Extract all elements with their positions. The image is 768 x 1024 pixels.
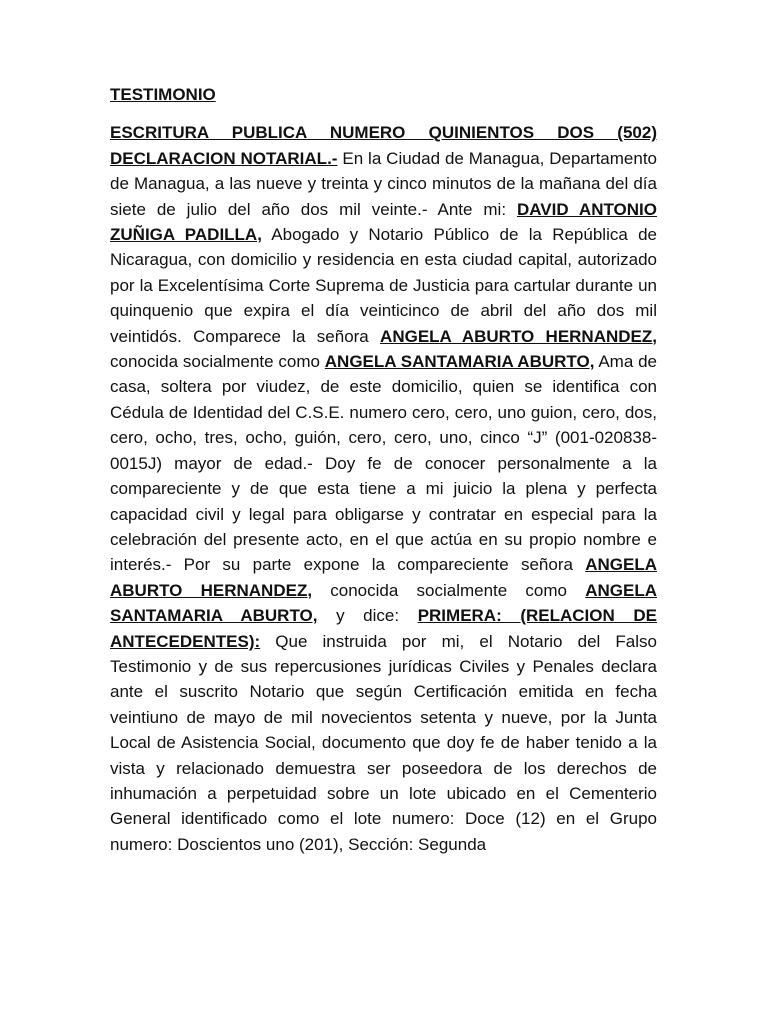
known-as-text: conocida socialmente como <box>110 352 325 372</box>
social-name: ANGELA SANTAMARIA ABURTO, <box>324 352 595 372</box>
clause-first-label: PRIMERA: (RELACION DE ANTECEDENTES): <box>110 606 657 651</box>
notary-text: Abogado y Notario Público de la República de Nicaragua, con domicilio y residencia en esta ciudad capital, autorizado por la Excelentísima Corte Suprema de Justicia para cartular durante un quinquenio que expira el día veinticinco de abril del año dos mil veintidós. Comparece la señora <box>110 225 657 346</box>
notary-name: DAVID ANTONIO ZUÑIGA PADILLA, <box>110 199 657 245</box>
document-page <box>110 82 657 857</box>
document-title: TESTIMONIO <box>110 85 216 104</box>
says-text: y dice: <box>317 606 418 626</box>
deed-heading: ESCRITURA PUBLICA NUMERO QUINIENTOS DOS (502) <box>110 123 657 143</box>
declaration-label: DECLARACION NOTARIAL.- <box>110 148 338 168</box>
document-body <box>110 120 657 857</box>
appearing-party-name: ANGELA ABURTO HERNANDEZ, <box>380 326 657 346</box>
social-name-repeat: ANGELA SANTAMARIA ABURTO, <box>110 580 657 626</box>
clause-first-text: Que instruida por mi, el Notario del Falso Testimonio y de sus repercusiones jurídicas Civiles y Penales declara ante el suscrito Notario que según Certificación emitida en fecha veintiuno de mayo de mil novecientos setenta y nueve, por la Junta Local de Asistencia Social, documento que doy fe de haber tenido a la vista y relacionado demuestra ser poseedora de los derechos de inhumación a perpetuidad sobre un lote ubicado en el Cementerio General identificado como el lote numero: Doce (12) en el Grupo numero: Doscientos uno (201), Sección: Segunda <box>110 631 657 854</box>
intro-text: En la Ciudad de Managua, Departamento de Managua, a las nueve y treinta y cinco minutos de la mañana del día siete de julio del año dos mil veinte.- Ante mi: <box>110 148 657 219</box>
identity-text: Ama de casa, soltera por viudez, de este domicilio, quien se identifica con Cédula de Identidad del C.S.E. numero cero, cero, uno guion, cero, dos, cero, ocho, tres, ocho, guión, cero, cero, uno, cinco “J” (001-020838-0015J) mayor de edad.- Doy fe de conocer personalmente a la compareciente y de que esta tiene a mi juicio la plena y perfecta capacidad civil y legal para obligarse y contratar en especial para la celebración del presente acto, en el que actúa en su propio nombre e interés.- Por su parte expone la compareciente señora <box>110 352 657 575</box>
appearing-party-name-repeat: ANGELA ABURTO HERNANDEZ, <box>110 555 657 600</box>
known-as-text-repeat: conocida socialmente como <box>312 580 586 600</box>
